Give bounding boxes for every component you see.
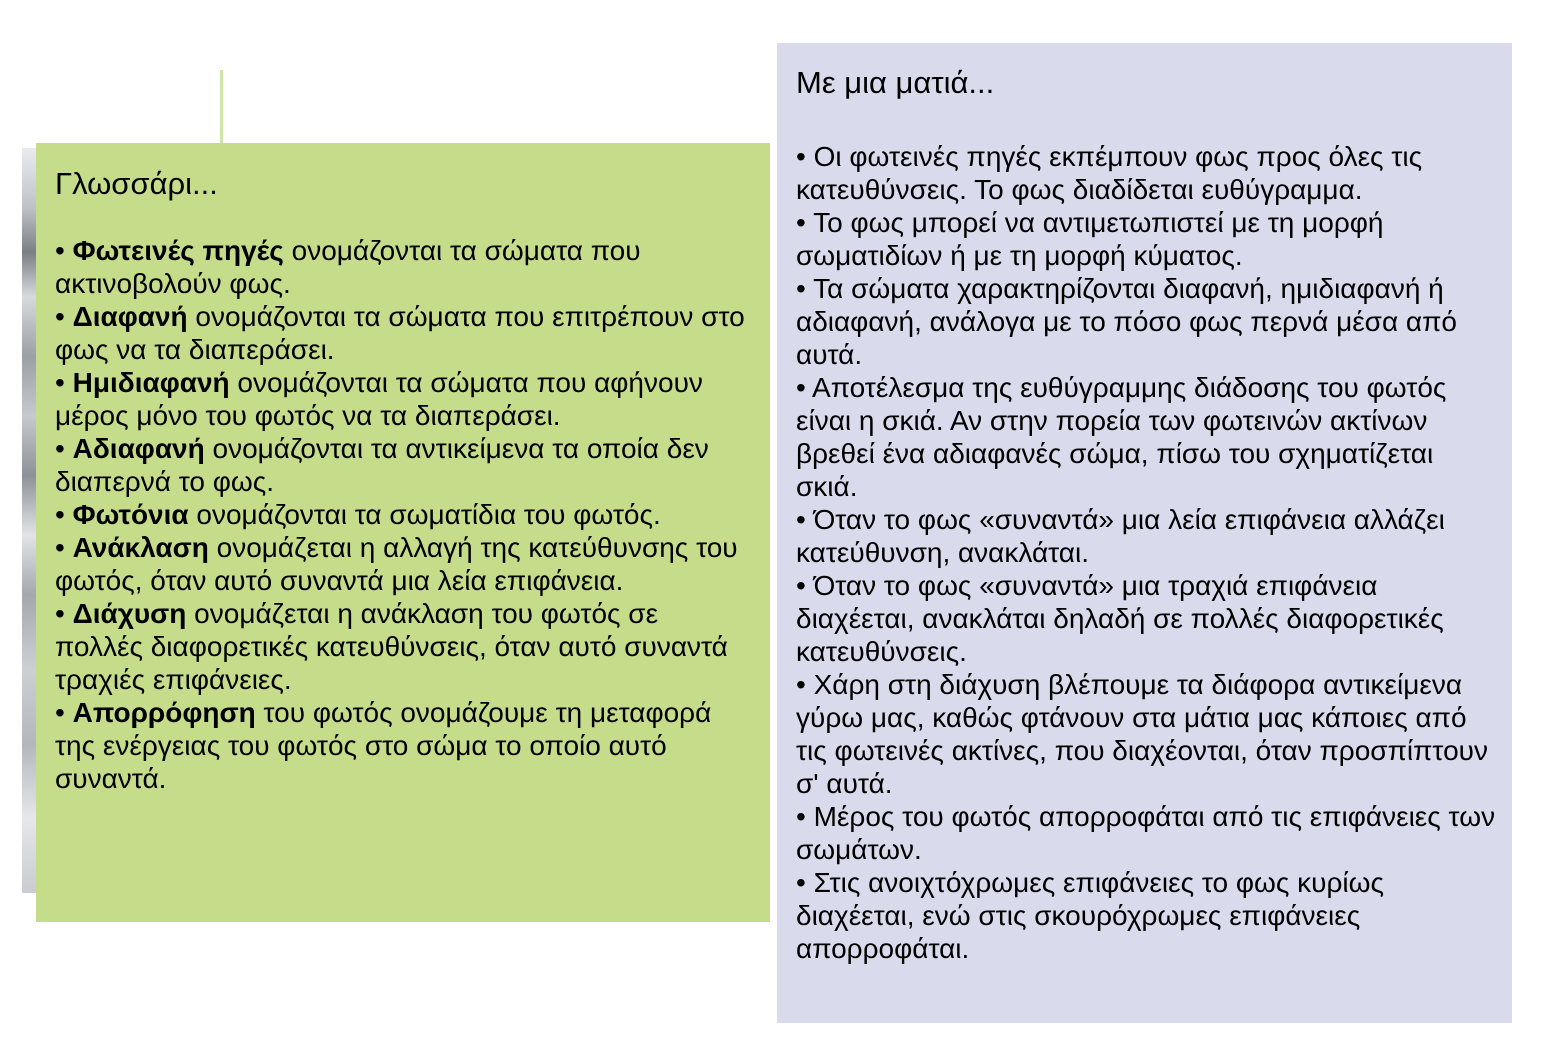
glossary-definition: ονομάζονται τα σώματα που ακτινοβολούν φως. [55, 235, 641, 299]
glossary-definition: ονομάζονται τα αντικείμενα τα οποία δεν διαπερνά το φως. [55, 433, 709, 497]
summary-title: Με μια ματιά... [796, 65, 995, 100]
summary-item: • Αποτέλεσμα της ευθύγραμμης διάδοσης του φωτός είναι η σκιά. Αν στην πορεία των φωτεινών ακτίνων βρεθεί ένα αδιαφανές σώμα, πίσω του σχηματίζεται σκιά. [796, 372, 1447, 502]
bullet: • [55, 598, 65, 629]
bullet: • [55, 697, 65, 728]
glossary-term: Φωτεινές πηγές [72, 235, 284, 266]
summary-item: • Το φως μπορεί να αντιμετωπιστεί με τη μορφή σωματιδίων ή με τη μορφή κύματος. [796, 207, 1384, 271]
glossary-item [55, 531, 752, 597]
glossary-item [55, 597, 752, 696]
summary-item: • Χάρη στη διάχυση βλέπουμε τα διάφορα αντικείμενα γύρω μας, καθώς φτάνουν στα μάτια μας κάποιες από τις φωτεινές ακτίνες, που διαχέονται, όταν προσπίπτουν σ' αυτά. [796, 669, 1488, 799]
summary-item: • Τα σώματα χαρακτηρίζονται διαφανή, ημιδιαφανή ή αδιαφανή, ανάλογα με το πόσο φως περνά μέσα από αυτά. [796, 273, 1458, 370]
summary-list [796, 140, 1496, 965]
glossary-definition: ονομάζεται η αλλαγή της κατεύθυνσης του φωτός, όταν αυτό συναντά μια λεία επιφάνεια. [55, 532, 738, 596]
glossary-panel [36, 143, 770, 922]
bullet: • [55, 433, 65, 464]
glossary-item [55, 300, 752, 366]
glossary-term: Φωτόνια [72, 499, 189, 530]
glossary-term: Ημιδιαφανή [72, 367, 230, 398]
glossary-item [55, 234, 752, 300]
glossary-term: Διάχυση [72, 598, 187, 629]
summary-item: • Όταν το φως «συναντά» μια τραχιά επιφάνεια διαχέεται, ανακλάται δηλαδή σε πολλές διαφορετικές κατευθύνσεις. [796, 570, 1444, 667]
glossary-title: Γλωσσάρι... [55, 166, 218, 201]
glossary-term: Αδιαφανή [72, 433, 205, 464]
glossary-item [55, 432, 752, 498]
glossary-definition: ονομάζονται τα σώματα που επιτρέπουν στο φως να τα διαπεράσει. [55, 301, 745, 365]
glossary-definition: του φωτός ονομάζουμε τη μεταφορά της ενέργειας του φωτός στο σώμα το οποίο αυτό συναντά. [55, 697, 712, 794]
glossary-term: Διαφανή [72, 301, 188, 332]
glossary-item [55, 696, 752, 795]
summary-item: • Στις ανοιχτόχρωμες επιφάνειες το φως κυρίως διαχέεται, ενώ στις σκουρόχρωμες επιφάνειες απορροφάται. [796, 867, 1384, 964]
glossary-item [55, 498, 752, 531]
glossary-item [55, 366, 752, 432]
glossary-list [55, 234, 752, 795]
summary-item: • Οι φωτεινές πηγές εκπέμπουν φως προς όλες τις κατευθύνσεις. Το φως διαδίδεται ευθύγραμμα. [796, 141, 1423, 205]
summary-panel [777, 43, 1512, 1023]
glossary-definition: ονομάζονται τα σώματα που αφήνουν μέρος μόνο του φωτός να τα διαπεράσει. [55, 367, 703, 431]
bullet: • [55, 235, 65, 266]
bullet: • [55, 499, 65, 530]
bullet: • [55, 301, 65, 332]
summary-item: • Όταν το φως «συναντά» μια λεία επιφάνεια αλλάζει κατεύθυνση, ανακλάται. [796, 504, 1445, 568]
bullet: • [55, 532, 65, 563]
bullet: • [55, 367, 65, 398]
glossary-term: Απορρόφηση [72, 697, 256, 728]
glossary-definition: ονομάζεται η ανάκλαση του φωτός σε πολλές διαφορετικές κατευθύνσεις, όταν αυτό συναντά τραχιές επιφάνειες. [55, 598, 728, 695]
glossary-definition: ονομάζονται τα σωματίδια του φωτός. [188, 499, 661, 530]
decorative-line [220, 70, 223, 146]
glossary-term: Ανάκλαση [72, 532, 209, 563]
summary-item: • Μέρος του φωτός απορροφάται από τις επιφάνειες των σωμάτων. [796, 801, 1496, 865]
